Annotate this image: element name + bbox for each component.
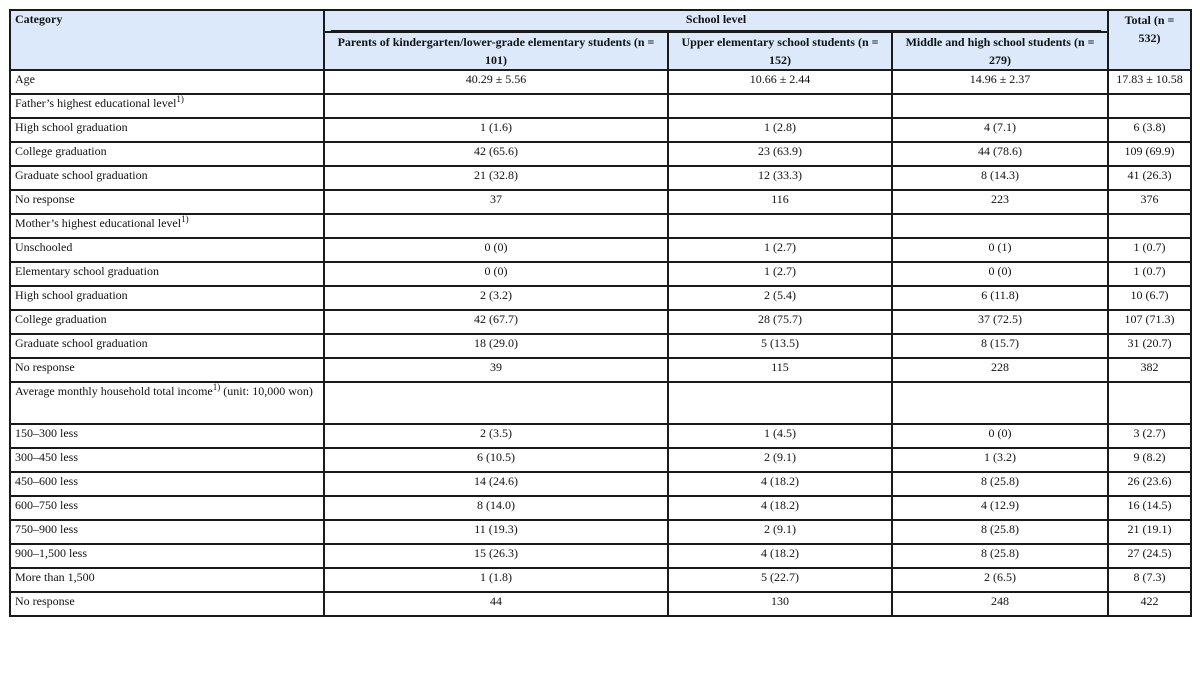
header-category: Category	[10, 10, 324, 70]
table-row	[10, 262, 1191, 286]
row-label-cell	[10, 358, 324, 382]
cell-kindergarten-parents: 1 (1.6)	[324, 118, 668, 142]
cell-middle-high: 37 (72.5)	[892, 310, 1108, 334]
cell-middle-high: 1 (3.2)	[892, 448, 1108, 472]
table-row	[10, 592, 1191, 616]
table-row	[10, 118, 1191, 142]
cell-total: 109 (69.9)	[1108, 142, 1191, 166]
row-label: More than 1,500	[15, 570, 95, 584]
cell-kindergarten-parents: 6 (10.5)	[324, 448, 668, 472]
cell-middle-high	[892, 382, 1108, 424]
cell-kindergarten-parents: 18 (29.0)	[324, 334, 668, 358]
header-school-level-label: School level	[685, 12, 747, 26]
cell-upper-elementary: 12 (33.3)	[668, 166, 892, 190]
cell-kindergarten-parents: 42 (67.7)	[324, 310, 668, 334]
row-label: 150–300 less	[15, 426, 78, 440]
cell-middle-high: 0 (1)	[892, 238, 1108, 262]
row-label-cell	[10, 262, 324, 286]
table-row	[10, 334, 1191, 358]
cell-upper-elementary	[668, 94, 892, 118]
cell-middle-high: 2 (6.5)	[892, 568, 1108, 592]
cell-upper-elementary: 130	[668, 592, 892, 616]
header-school-level	[324, 10, 1108, 32]
cell-middle-high: 228	[892, 358, 1108, 382]
cell-middle-high: 6 (11.8)	[892, 286, 1108, 310]
cell-upper-elementary: 23 (63.9)	[668, 142, 892, 166]
cell-total: 31 (20.7)	[1108, 334, 1191, 358]
cell-upper-elementary	[668, 214, 892, 238]
cell-kindergarten-parents: 40.29 ± 5.56	[324, 70, 668, 94]
cell-upper-elementary: 4 (18.2)	[668, 496, 892, 520]
table-row	[10, 382, 1191, 424]
cell-middle-high: 14.96 ± 2.37	[892, 70, 1108, 94]
cell-kindergarten-parents: 2 (3.2)	[324, 286, 668, 310]
row-label-cell	[10, 142, 324, 166]
cell-total: 107 (71.3)	[1108, 310, 1191, 334]
row-label-cell	[10, 118, 324, 142]
cell-total: 382	[1108, 358, 1191, 382]
cell-upper-elementary: 1 (2.7)	[668, 262, 892, 286]
cell-upper-elementary: 1 (2.8)	[668, 118, 892, 142]
header-kindergarten-parents: Parents of kindergarten/lower-grade elementary students (n = 101)	[324, 32, 668, 70]
row-label-cell	[10, 286, 324, 310]
row-label: Graduate school graduation	[15, 168, 148, 182]
cell-upper-elementary: 1 (4.5)	[668, 424, 892, 448]
cell-total: 10 (6.7)	[1108, 286, 1191, 310]
cell-kindergarten-parents: 14 (24.6)	[324, 472, 668, 496]
footnote-marker: 1)	[212, 382, 221, 392]
cell-middle-high: 8 (15.7)	[892, 334, 1108, 358]
table-row	[10, 214, 1191, 238]
row-label: 900–1,500 less	[15, 546, 87, 560]
cell-kindergarten-parents: 8 (14.0)	[324, 496, 668, 520]
table-row	[10, 496, 1191, 520]
cell-total	[1108, 382, 1191, 424]
row-label: High school graduation	[15, 120, 128, 134]
table-row	[10, 544, 1191, 568]
cell-middle-high	[892, 214, 1108, 238]
cell-total: 26 (23.6)	[1108, 472, 1191, 496]
table-row	[10, 448, 1191, 472]
table-row	[10, 358, 1191, 382]
row-label-cell	[10, 568, 324, 592]
cell-total: 16 (14.5)	[1108, 496, 1191, 520]
row-label-cell	[10, 238, 324, 262]
cell-total	[1108, 214, 1191, 238]
cell-upper-elementary: 10.66 ± 2.44	[668, 70, 892, 94]
row-label: 600–750 less	[15, 498, 78, 512]
cell-upper-elementary: 2 (5.4)	[668, 286, 892, 310]
cell-total: 17.83 ± 10.58	[1108, 70, 1191, 94]
table-row	[10, 286, 1191, 310]
row-label-cell	[10, 214, 324, 238]
cell-total	[1108, 94, 1191, 118]
table-row	[10, 166, 1191, 190]
row-label: No response	[15, 360, 75, 374]
cell-total: 3 (2.7)	[1108, 424, 1191, 448]
table-body	[10, 70, 1191, 616]
cell-kindergarten-parents: 1 (1.8)	[324, 568, 668, 592]
cell-total: 41 (26.3)	[1108, 166, 1191, 190]
cell-middle-high: 8 (25.8)	[892, 472, 1108, 496]
cell-kindergarten-parents: 0 (0)	[324, 262, 668, 286]
footnote-marker: 1)	[176, 94, 184, 104]
cell-upper-elementary: 5 (13.5)	[668, 334, 892, 358]
cell-kindergarten-parents	[324, 94, 668, 118]
row-label: College graduation	[15, 144, 107, 158]
table-row	[10, 472, 1191, 496]
cell-kindergarten-parents: 15 (26.3)	[324, 544, 668, 568]
cell-middle-high: 44 (78.6)	[892, 142, 1108, 166]
header-total: Total (n = 532)	[1108, 10, 1191, 70]
cell-kindergarten-parents	[324, 214, 668, 238]
cell-middle-high: 8 (14.3)	[892, 166, 1108, 190]
row-label: High school graduation	[15, 288, 128, 302]
row-label: College graduation	[15, 312, 107, 326]
row-label: Unschooled	[15, 240, 73, 254]
cell-middle-high: 0 (0)	[892, 424, 1108, 448]
table-row	[10, 94, 1191, 118]
row-label-cell	[10, 592, 324, 616]
header-group-rule	[331, 30, 1101, 31]
row-label-cell	[10, 382, 324, 424]
table-row	[10, 190, 1191, 214]
row-label-cell	[10, 334, 324, 358]
cell-kindergarten-parents: 39	[324, 358, 668, 382]
row-label: Mother’s highest educational level	[15, 216, 182, 230]
cell-total: 9 (8.2)	[1108, 448, 1191, 472]
row-label: 750–900 less	[15, 522, 78, 536]
cell-upper-elementary: 116	[668, 190, 892, 214]
cell-middle-high: 4 (7.1)	[892, 118, 1108, 142]
table-row	[10, 238, 1191, 262]
row-label: Father’s highest educational level	[15, 96, 177, 110]
cell-kindergarten-parents: 11 (19.3)	[324, 520, 668, 544]
cell-total: 1 (0.7)	[1108, 238, 1191, 262]
cell-middle-high: 0 (0)	[892, 262, 1108, 286]
table-row	[10, 70, 1191, 94]
cell-kindergarten-parents	[324, 382, 668, 424]
row-label-cell	[10, 448, 324, 472]
cell-upper-elementary: 4 (18.2)	[668, 544, 892, 568]
row-label: No response	[15, 594, 75, 608]
cell-upper-elementary: 28 (75.7)	[668, 310, 892, 334]
row-label-cell	[10, 544, 324, 568]
row-label: Graduate school graduation	[15, 336, 148, 350]
cell-kindergarten-parents: 37	[324, 190, 668, 214]
cell-middle-high: 4 (12.9)	[892, 496, 1108, 520]
cell-total: 6 (3.8)	[1108, 118, 1191, 142]
row-label-cell	[10, 520, 324, 544]
row-label-cell	[10, 424, 324, 448]
cell-upper-elementary: 2 (9.1)	[668, 448, 892, 472]
cell-total: 422	[1108, 592, 1191, 616]
cell-upper-elementary: 5 (22.7)	[668, 568, 892, 592]
demographics-table	[9, 9, 1192, 617]
header-row-top	[10, 10, 1191, 32]
cell-upper-elementary: 1 (2.7)	[668, 238, 892, 262]
cell-kindergarten-parents: 0 (0)	[324, 238, 668, 262]
cell-kindergarten-parents: 42 (65.6)	[324, 142, 668, 166]
footnote-marker: 1)	[181, 214, 189, 224]
cell-total: 27 (24.5)	[1108, 544, 1191, 568]
row-label: Elementary school graduation	[15, 264, 159, 278]
cell-middle-high: 8 (25.8)	[892, 544, 1108, 568]
cell-total: 8 (7.3)	[1108, 568, 1191, 592]
row-label-cell	[10, 496, 324, 520]
cell-upper-elementary: 2 (9.1)	[668, 520, 892, 544]
header-upper-elementary: Upper elementary school students (n = 152)	[668, 32, 892, 70]
cell-kindergarten-parents: 21 (32.8)	[324, 166, 668, 190]
table-row	[10, 424, 1191, 448]
cell-total: 376	[1108, 190, 1191, 214]
row-label-cell	[10, 472, 324, 496]
table-row	[10, 520, 1191, 544]
table-row	[10, 568, 1191, 592]
row-label-cell	[10, 310, 324, 334]
cell-middle-high	[892, 94, 1108, 118]
row-label-unit: (unit: 10,000 won)	[220, 384, 313, 398]
row-label-cell	[10, 166, 324, 190]
cell-total: 1 (0.7)	[1108, 262, 1191, 286]
table-header	[10, 10, 1191, 70]
row-label-cell	[10, 190, 324, 214]
table-row	[10, 310, 1191, 334]
cell-middle-high: 223	[892, 190, 1108, 214]
cell-upper-elementary	[668, 382, 892, 424]
header-middle-high: Middle and high school students (n = 279)	[892, 32, 1108, 70]
row-label: Average monthly household total income	[15, 384, 213, 398]
table-row	[10, 142, 1191, 166]
cell-kindergarten-parents: 44	[324, 592, 668, 616]
row-label-cell	[10, 70, 324, 94]
cell-middle-high: 248	[892, 592, 1108, 616]
row-label: Age	[15, 72, 35, 86]
cell-upper-elementary: 4 (18.2)	[668, 472, 892, 496]
row-label: 450–600 less	[15, 474, 78, 488]
cell-total: 21 (19.1)	[1108, 520, 1191, 544]
row-label: No response	[15, 192, 75, 206]
row-label: 300–450 less	[15, 450, 78, 464]
cell-upper-elementary: 115	[668, 358, 892, 382]
row-label-cell	[10, 94, 324, 118]
cell-kindergarten-parents: 2 (3.5)	[324, 424, 668, 448]
cell-middle-high: 8 (25.8)	[892, 520, 1108, 544]
